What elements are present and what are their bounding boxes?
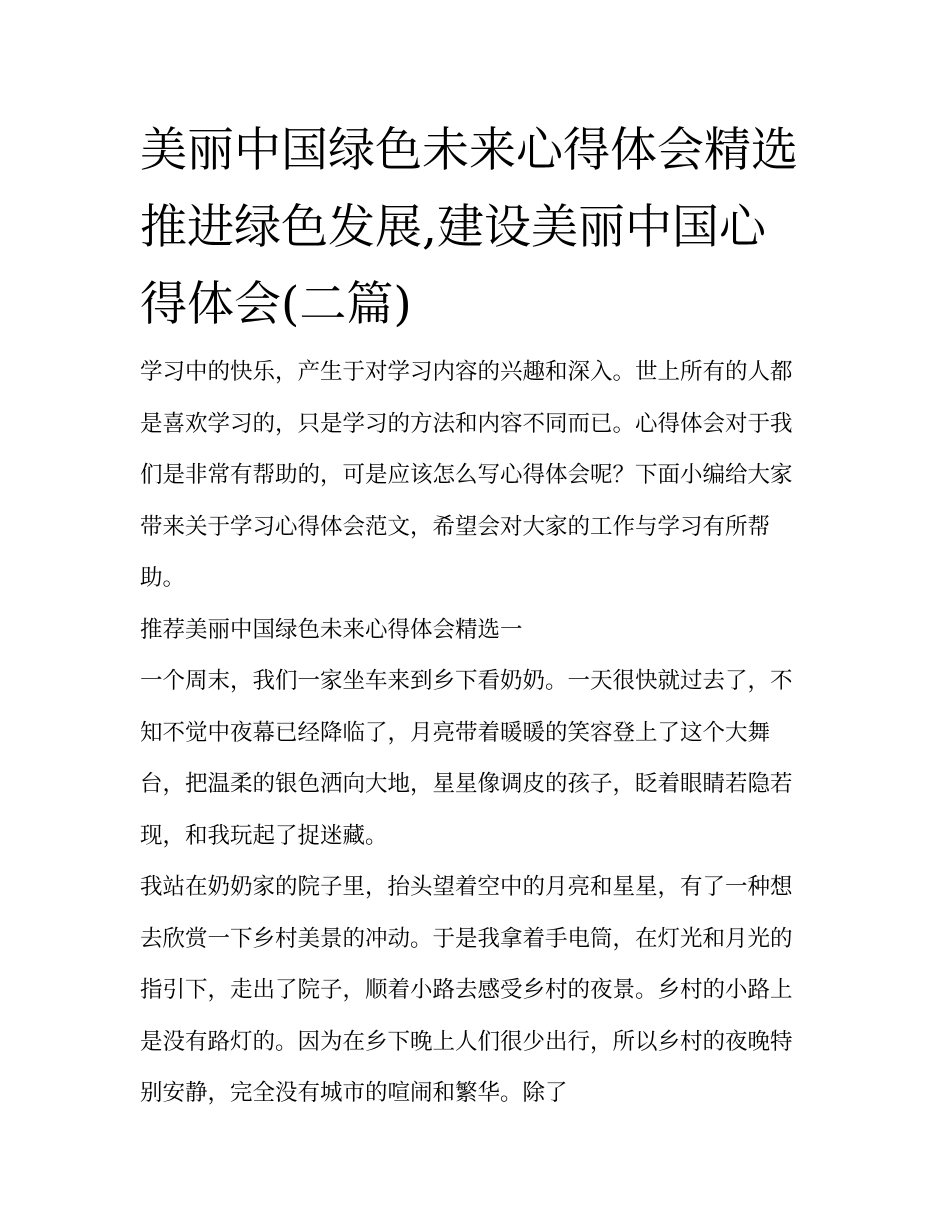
- body-paragraph-2: 我站在奶奶家的院子里，抬头望着空中的月亮和星星，有了一种想去欣赏一下乡村美景的冲动。于是我拿着手电筒，在灯光和月光的指引下，走出了院子，顺着小路去感受乡村的夜景。乡村的小路上是没有路灯的。因为在乡下晚上人们很少出行，所以乡村的夜晚特别安静，完全没有城市的喧闹和繁华。除了: [140, 874, 793, 1106]
- document-title: 美丽中国绿色未来心得体会精选 推进绿色发展,建设美丽中国心得体会(二篇): [140, 123, 798, 332]
- section-heading: 推荐美丽中国绿色未来心得体会精选一: [140, 616, 523, 643]
- document-page: [140, 112, 812, 1120]
- body-paragraph-1: 一个周末，我们一家坐车来到乡下看奶奶。一天很快就过去了，不知不觉中夜幕已经降临了，月亮带着暖暖的笑容登上了这个大舞台，把温柔的银色洒向大地，星星像调皮的孩子，眨着眼睛若隐若现，和我玩起了捉迷藏。: [140, 668, 793, 849]
- intro-paragraph: 学习中的快乐，产生于对学习内容的兴趣和深入。世上所有的人都是喜欢学习的，只是学习的方法和内容不同而已。心得体会对于我们是非常有帮助的，可是应该怎么写心得体会呢？下面小编给大家带来关于学习心得体会范文，希望会对大家的工作与学习有所帮助。: [140, 359, 793, 591]
